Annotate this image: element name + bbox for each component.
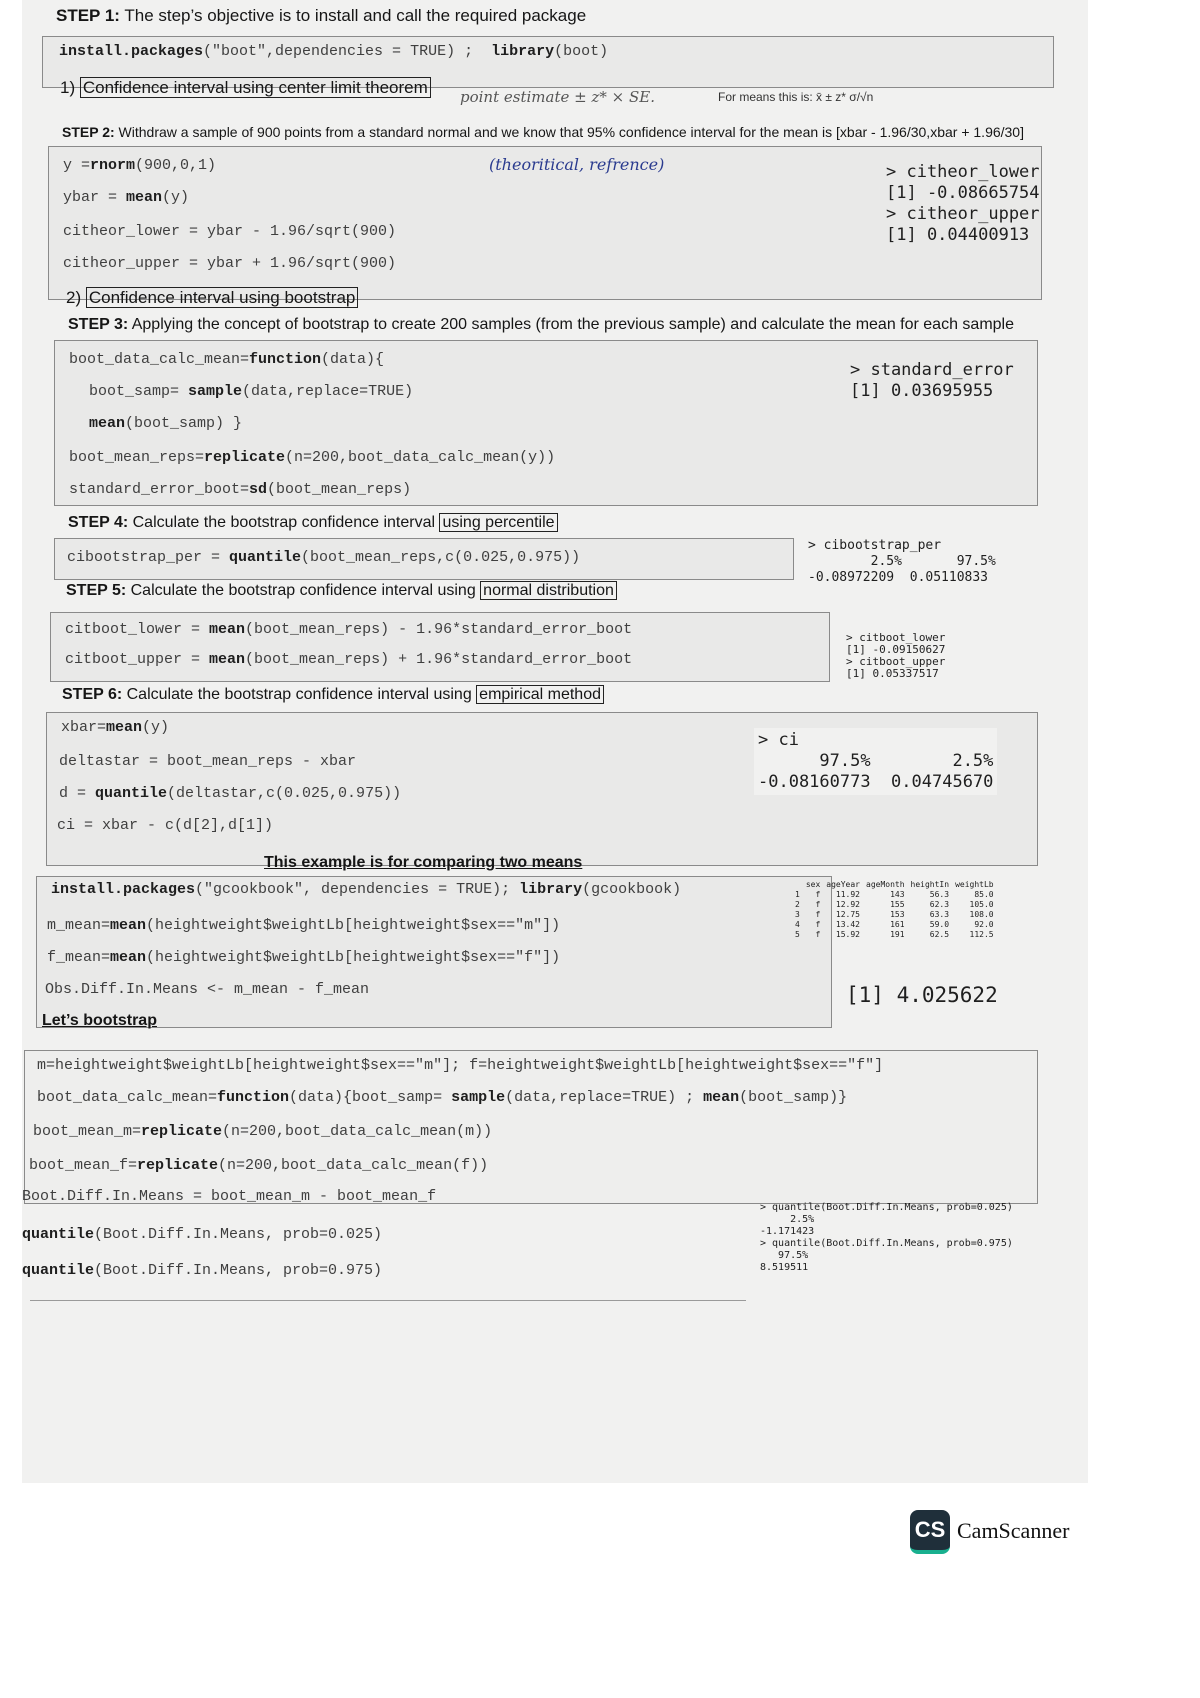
code-function: replicate [141, 1123, 223, 1140]
code-text: m_mean= [47, 917, 111, 934]
table-cell: 56.3 [929, 890, 950, 899]
code-args: (boot_mean_reps) + 1.96*standard_error_boot [245, 651, 633, 668]
step4-code-line [67, 549, 580, 566]
bootstrap-code-line [22, 1226, 382, 1243]
table-cell: 12.92 [835, 900, 860, 909]
step4-output: > cibootstrap_per 2.5% 97.5% -0.08972209 0.05110833 [808, 538, 996, 585]
table-cell: f [815, 890, 821, 899]
code-text: citboot_lower = [65, 621, 210, 638]
bootstrap-code-line [29, 1157, 488, 1174]
table-cell: 62.3 [929, 900, 950, 909]
code-function: replicate [204, 449, 286, 466]
code-args: (data,replace=TRUE) ; [505, 1089, 704, 1106]
code-function: mean [106, 719, 143, 736]
section2-heading [66, 288, 358, 308]
code-text: standard_error_boot= [69, 481, 250, 498]
code-args: (n=200,boot_data_calc_mean(m)) [222, 1123, 493, 1140]
step2-code-line: citheor_upper = ybar + 1.96/sqrt(900) [63, 255, 397, 272]
code-function: library [519, 881, 583, 898]
section2-number: 2) [66, 288, 82, 307]
code-function: mean [209, 621, 246, 638]
table-cell: 59.0 [929, 920, 950, 929]
table-cell: 4 [795, 920, 800, 929]
table-cell: 15.92 [835, 930, 860, 939]
example-code-line [47, 917, 560, 934]
code-text: boot_mean_reps= [69, 449, 205, 466]
code-args: (gcookbook) [582, 881, 682, 898]
camscanner-logo: CS [910, 1510, 950, 1554]
table-cell: 11.92 [835, 890, 860, 899]
code-text: y = [63, 157, 91, 174]
heightweight-table [792, 880, 997, 940]
code-args: (boot_mean_reps,c(0.025,0.975)) [301, 549, 581, 566]
code-args: (boot_mean_reps) [267, 481, 412, 498]
code-args: (n=200,boot_data_calc_mean(f)) [218, 1157, 489, 1174]
example-code-block [36, 876, 832, 1028]
table-cell: 2 [795, 900, 800, 909]
step4-text: Calculate the bootstrap confidence interval [128, 514, 440, 531]
code-args: ("gcookbook", dependencies = TRUE); [195, 881, 520, 898]
code-text: xbar= [61, 719, 107, 736]
code-function: mean [110, 949, 147, 966]
table-cell: 85.0 [974, 890, 994, 899]
code-function: install.packages [51, 881, 196, 898]
table-row [792, 930, 997, 940]
code-function: quantile [229, 549, 302, 566]
table-cell: 63.3 [929, 910, 950, 919]
step5-code-line [65, 651, 632, 668]
code-function: mean [126, 189, 163, 206]
table-header: ageYear [826, 880, 860, 889]
table-cell: 155 [890, 900, 905, 909]
code-args: (deltastar,c(0.025,0.975)) [167, 785, 402, 802]
step1-heading [56, 6, 586, 26]
step6-text: Calculate the bootstrap confidence interval using [122, 686, 477, 703]
table-cell: 112.5 [969, 930, 994, 939]
code-function: library [491, 43, 555, 60]
code-function: quantile [22, 1226, 95, 1243]
code-args: (Boot.Diff.In.Means, prob=0.025) [94, 1226, 383, 1243]
step5-boxed: normal distribution [480, 581, 617, 600]
step3-heading [68, 316, 1014, 334]
table-cell: 161 [890, 920, 905, 929]
table-cell: 12.75 [835, 910, 860, 919]
step5-output: > citboot_lower [1] -0.09150627 > citboot_upper [1] 0.05337517 [846, 631, 946, 680]
table-cell: f [815, 900, 821, 909]
table-cell: 62.5 [929, 930, 950, 939]
code-function: mean [209, 651, 246, 668]
step2-heading [62, 124, 1024, 140]
section1-heading [60, 78, 431, 98]
code-function: install.packages [59, 43, 204, 60]
code-args: (data){ [321, 351, 385, 368]
bootstrap-code-line: Boot.Diff.In.Means = boot_mean_m - boot_mean_f [22, 1188, 437, 1205]
step4-boxed: using percentile [439, 513, 557, 532]
code-args: (boot_mean_reps) - 1.96*standard_error_boot [245, 621, 633, 638]
step2-text: Withdraw a sample of 900 points from a standard normal and we know that 95% confidence interval for the mean is [xbar - 1.96/30,xbar + 1.96/30] [114, 124, 1024, 140]
section1-note: For means this is: x̄ ± z* σ/√n [718, 90, 874, 104]
document-page [22, 0, 1088, 1483]
section1-formula: point estimate ± z* × SE. [460, 88, 655, 106]
code-function: quantile [22, 1262, 95, 1279]
table-cell: 143 [890, 890, 905, 899]
table-cell: 5 [795, 930, 800, 939]
step4-label: STEP 4: [68, 514, 129, 531]
table-row [792, 900, 997, 910]
step1-text: The step’s objective is to install and call the required package [119, 6, 587, 25]
step3-code-line [69, 481, 411, 498]
code-text: citboot_upper = [65, 651, 210, 668]
code-function: function [217, 1089, 290, 1106]
step4-heading [68, 514, 558, 532]
step5-text: Calculate the bootstrap confidence interval using [126, 582, 481, 599]
step1-label: STEP 1: [56, 6, 120, 25]
table-header: ageMonth [866, 880, 905, 889]
code-function: replicate [137, 1157, 219, 1174]
handwritten-note: (theoritical, refrence) [489, 155, 665, 174]
table-cell: f [815, 930, 821, 939]
bootstrap-code-block [24, 1050, 1038, 1204]
bootstrap-output: > quantile(Boot.Diff.In.Means, prob=0.025) 2.5% -1.171423 > quantile(Boot.Diff.In.Means, prob=0.975) 97.5% 8.519511 [760, 1202, 1013, 1273]
code-text: boot_mean_f= [29, 1157, 138, 1174]
code-function: sample [451, 1089, 506, 1106]
code-function: sd [249, 481, 268, 498]
step3-code-line [89, 383, 413, 400]
camscanner-label: CamScanner [957, 1518, 1070, 1543]
step2-code-line [63, 189, 189, 206]
code-function: sample [188, 383, 243, 400]
code-text: boot_data_calc_mean= [37, 1089, 218, 1106]
table-row [792, 890, 997, 900]
table-cell: 108.0 [969, 910, 994, 919]
table-header: weightLb [955, 880, 994, 889]
code-function: mean [110, 917, 147, 934]
example-code-line [51, 881, 681, 898]
code-text: boot_data_calc_mean= [69, 351, 250, 368]
code-args: (boot) [554, 43, 609, 60]
table-cell: 1 [795, 890, 800, 899]
code-function: rnorm [90, 157, 136, 174]
step6-code-line [61, 719, 169, 736]
step6-code-line: ci = xbar - c(d[2],d[1]) [57, 817, 274, 834]
table-header: sex [805, 880, 821, 889]
step6-boxed: empirical method [476, 685, 604, 704]
example-code-line [47, 949, 560, 966]
code-args: (boot_samp) } [125, 415, 243, 432]
step3-code-line [69, 351, 384, 368]
code-args: (y) [142, 719, 170, 736]
step2-code-line [63, 157, 216, 174]
example-code-line: Obs.Diff.In.Means <- m_mean - f_mean [45, 981, 370, 998]
code-args: (boot_samp)} [739, 1089, 848, 1106]
step4-code-block [54, 538, 794, 580]
step3-output: > standard_error [1] 0.03695955 [850, 360, 1014, 401]
table-cell: 92.0 [974, 920, 994, 929]
table-cell: 153 [890, 910, 905, 919]
code-text: ybar = [63, 189, 127, 206]
step6-label: STEP 6: [62, 686, 123, 703]
bootstrap-title: Let’s bootstrap [42, 1012, 157, 1029]
code-args: (data){boot_samp= [289, 1089, 452, 1106]
table-cell: 105.0 [969, 900, 994, 909]
table-header-row [792, 880, 997, 890]
step2-label: STEP 2: [62, 124, 115, 140]
step3-text: Applying the concept of bootstrap to create 200 samples (from the previous sample) and calculate the mean for each sample [128, 316, 1014, 333]
step3-code-line [69, 449, 555, 466]
section1-number: 1) [60, 78, 76, 97]
example-title: This example is for comparing two means [264, 854, 583, 871]
step2-output: > citheor_lower [1] -0.08665754 > citheor_upper [1] 0.04400913 [886, 162, 1040, 245]
step6-code-line [59, 785, 401, 802]
table-header [792, 880, 803, 890]
code-args: (y) [162, 189, 190, 206]
code-text: boot_mean_m= [33, 1123, 142, 1140]
table-cell: f [815, 920, 821, 929]
code-text: d = [59, 785, 96, 802]
table-cell: 13.42 [835, 920, 860, 929]
table-cell: f [815, 910, 821, 919]
code-args: (n=200,boot_data_calc_mean(y)) [285, 449, 556, 466]
step3-code-line [89, 415, 242, 432]
section1-title: Confidence interval using center limit theorem [80, 77, 431, 98]
step1-code-line [59, 43, 608, 60]
bootstrap-code-line: m=heightweight$weightLb[heightweight$sex=="m"]; f=heightweight$weightLb[heightweight$sex=="f"] [37, 1057, 884, 1074]
code-args: (Boot.Diff.In.Means, prob=0.975) [94, 1262, 383, 1279]
step5-heading [66, 582, 617, 600]
table-row [792, 910, 997, 920]
table-cell: 191 [890, 930, 905, 939]
section2-title: Confidence interval using bootstrap [86, 287, 359, 308]
step6-output: > ci 97.5% 2.5% -0.08160773 0.04745670 [754, 728, 997, 795]
table-cell: 3 [795, 910, 800, 919]
example-output: [1] 4.025622 [846, 983, 998, 1007]
step6-heading [62, 686, 604, 704]
code-args: (data,replace=TRUE) [242, 383, 414, 400]
code-args: (900,0,1) [135, 157, 217, 174]
code-function: mean [703, 1089, 740, 1106]
step5-code-block [50, 612, 830, 682]
code-args: (heightweight$weightLb[heightweight$sex=="m"]) [146, 917, 561, 934]
divider [30, 1300, 746, 1301]
code-text: cibootstrap_per = [67, 549, 230, 566]
step2-code-line: citheor_lower = ybar - 1.96/sqrt(900) [63, 223, 397, 240]
code-args: ("boot",dependencies = TRUE) ; [203, 43, 474, 60]
table-row [792, 920, 997, 930]
code-args: (heightweight$weightLb[heightweight$sex=="f"]) [146, 949, 561, 966]
step6-code-line: deltastar = boot_mean_reps - xbar [59, 753, 357, 770]
step5-code-line [65, 621, 632, 638]
code-function: function [249, 351, 322, 368]
code-function: quantile [95, 785, 168, 802]
code-text: boot_samp= [89, 383, 189, 400]
code-text: f_mean= [47, 949, 111, 966]
bootstrap-code-line [37, 1089, 847, 1106]
bootstrap-code-line [33, 1123, 492, 1140]
bootstrap-code-line [22, 1262, 382, 1279]
table-header: heightIn [910, 880, 950, 889]
step5-label: STEP 5: [66, 582, 127, 599]
code-function: mean [89, 415, 126, 432]
step3-label: STEP 3: [68, 316, 129, 333]
